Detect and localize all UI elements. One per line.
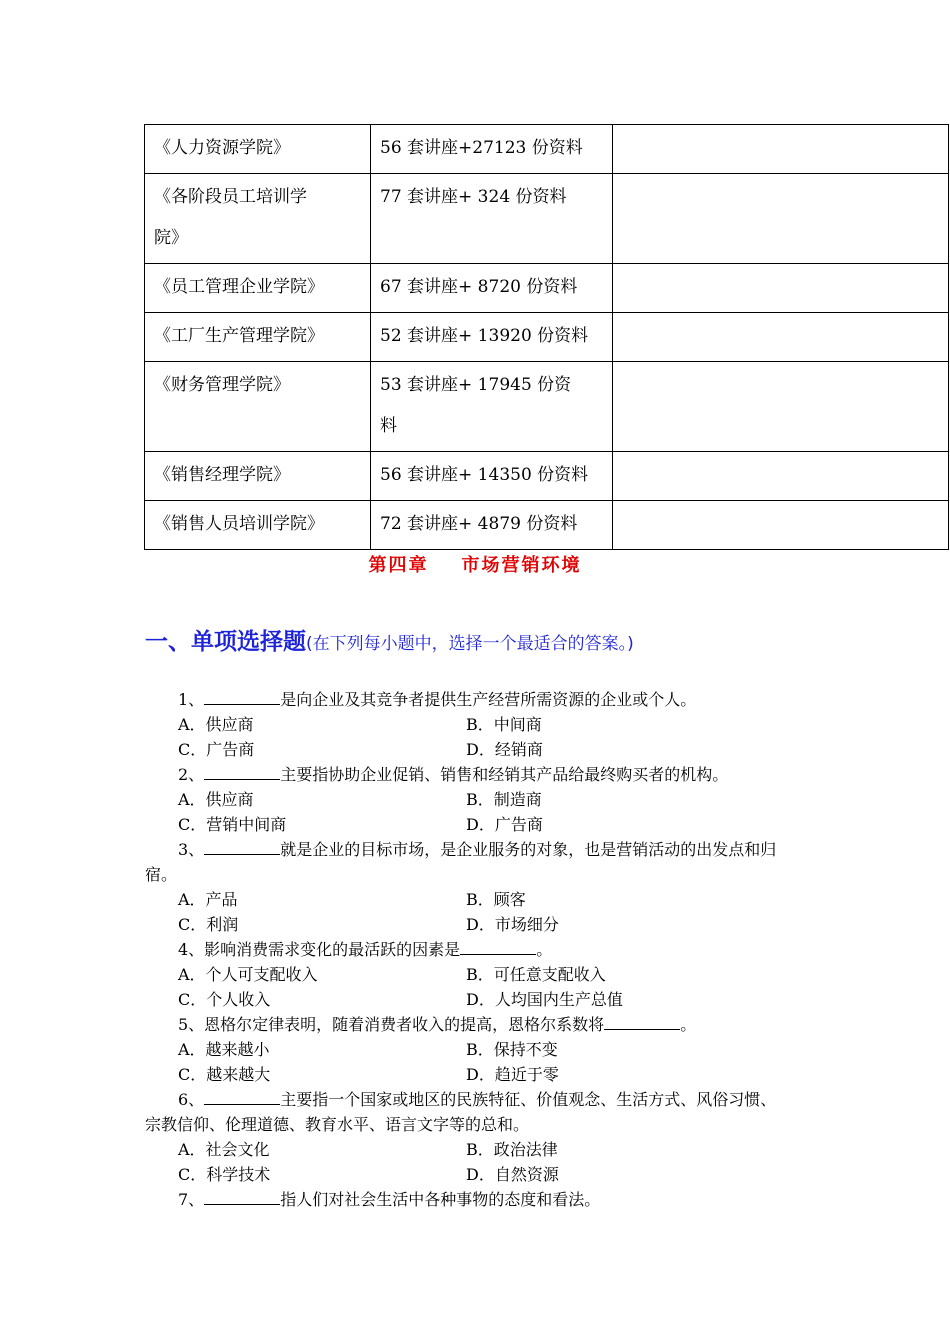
option-label: A．供应商 xyxy=(178,790,254,809)
empty-cell xyxy=(613,501,949,550)
question-stem xyxy=(145,762,810,787)
course-info-cell xyxy=(371,362,613,452)
option-label: D．人均国内生产总值 xyxy=(466,990,623,1009)
option-row xyxy=(145,962,810,987)
course-name-cell xyxy=(145,501,371,550)
option-label: C．越来越大 xyxy=(178,1065,271,1084)
option-label: C．个人收入 xyxy=(178,990,271,1009)
answer-blank xyxy=(204,1189,280,1205)
option-label: B．政治法律 xyxy=(466,1140,558,1159)
option-label: D．经销商 xyxy=(466,740,543,759)
question-stem xyxy=(145,937,810,962)
question-stem xyxy=(145,1087,810,1112)
cell-text: 《销售经理学院》 xyxy=(154,465,290,485)
option-label: D．自然资源 xyxy=(466,1165,559,1184)
empty-cell xyxy=(613,362,949,452)
cell-text: 《财务管理学院》 xyxy=(154,375,290,395)
cell-text: 53 套讲座+ 17945 份资 xyxy=(380,375,572,395)
cell-text: 《工厂生产管理学院》 xyxy=(154,326,324,346)
cell-text: 67 套讲座+ 8720 份资料 xyxy=(380,277,578,297)
question-text: 7、 xyxy=(178,1190,205,1209)
question-list xyxy=(145,687,810,1212)
question-text: 1、 xyxy=(178,690,205,709)
cell-text: 56 套讲座+27123 份资料 xyxy=(380,138,583,158)
option-row xyxy=(145,1137,810,1162)
course-table-container xyxy=(144,124,949,550)
option-row xyxy=(145,1062,810,1087)
section-note: (在下列每小题中，选择一个最适合的答案。) xyxy=(306,634,634,654)
section-title: 一、单项选择题 xyxy=(145,629,306,655)
empty-cell xyxy=(613,264,949,313)
option-row xyxy=(145,737,810,762)
option-row xyxy=(145,1037,810,1062)
table-row xyxy=(145,264,949,313)
cell-text: 《人力资源学院》 xyxy=(154,138,290,158)
answer-blank xyxy=(204,764,280,780)
option-row xyxy=(145,987,810,1012)
cell-text: 56 套讲座+ 14350 份资料 xyxy=(380,465,589,485)
cell-text: 77 套讲座+ 324 份资料 xyxy=(380,187,567,207)
question-text: 。 xyxy=(680,1015,697,1034)
question-stem xyxy=(145,837,810,862)
empty-cell xyxy=(613,452,949,501)
option-label: D．趋近于零 xyxy=(466,1065,559,1084)
cell-text: 72 套讲座+ 4879 份资料 xyxy=(380,514,578,534)
question-continuation: 宗教信仰、伦理道德、教育水平、语言文字等的总和。 xyxy=(145,1115,530,1134)
section-heading xyxy=(145,623,634,656)
table-row xyxy=(145,501,949,550)
course-name-cell xyxy=(145,264,371,313)
answer-blank xyxy=(204,689,280,705)
question-stem xyxy=(145,1187,810,1212)
option-label: C．营销中间商 xyxy=(178,815,287,834)
option-row xyxy=(145,787,810,812)
option-label: B．顾客 xyxy=(466,890,526,909)
table-row xyxy=(145,125,949,174)
chapter-title: 第四章 市场营销环境 xyxy=(368,555,582,576)
empty-cell xyxy=(613,125,949,174)
question-text: 是向企业及其竞争者提供生产经营所需资源的企业或个人。 xyxy=(280,690,697,709)
question-continuation: 宿。 xyxy=(145,865,178,884)
question-text: 5、恩格尔定律表明，随着消费者收入的提高，恩格尔系数将 xyxy=(178,1015,605,1034)
option-label: A．产品 xyxy=(178,890,238,909)
course-info-cell xyxy=(371,501,613,550)
option-label: A．供应商 xyxy=(178,715,254,734)
option-row xyxy=(145,1162,810,1187)
empty-cell xyxy=(613,174,949,264)
option-label: D．广告商 xyxy=(466,815,543,834)
question-text: 6、 xyxy=(178,1090,205,1109)
question-text: 4、影响消费需求变化的最活跃的因素是 xyxy=(178,940,461,959)
question-stem xyxy=(145,1012,810,1037)
option-row xyxy=(145,912,810,937)
cell-text: 《各阶段员工培训学 xyxy=(154,187,307,207)
course-info-cell xyxy=(371,264,613,313)
answer-blank xyxy=(204,839,280,855)
course-name-cell xyxy=(145,174,371,264)
cell-text: 52 套讲座+ 13920 份资料 xyxy=(380,326,589,346)
option-label: D．市场细分 xyxy=(466,915,559,934)
course-info-cell xyxy=(371,174,613,264)
option-label: B．保持不变 xyxy=(466,1040,558,1059)
option-row xyxy=(145,812,810,837)
question-text: 主要指一个国家或地区的民族特征、价值观念、生活方式、风俗习惯、 xyxy=(280,1090,777,1109)
table-row xyxy=(145,452,949,501)
course-info-cell xyxy=(371,125,613,174)
option-label: B．可任意支配收入 xyxy=(466,965,606,984)
course-table xyxy=(144,124,949,550)
cell-text: 院》 xyxy=(154,228,188,248)
question-text: 指人们对社会生活中各种事物的态度和看法。 xyxy=(280,1190,601,1209)
course-name-cell xyxy=(145,362,371,452)
table-row xyxy=(145,313,949,362)
table-row xyxy=(145,174,949,264)
course-name-cell xyxy=(145,452,371,501)
course-info-cell xyxy=(371,313,613,362)
option-label: B．中间商 xyxy=(466,715,542,734)
cell-text: 《销售人员培训学院》 xyxy=(154,514,324,534)
option-row xyxy=(145,887,810,912)
empty-cell xyxy=(613,313,949,362)
question-text: 就是企业的目标市场，是企业服务的对象，也是营销活动的出发点和归 xyxy=(280,840,777,859)
question-stem xyxy=(145,687,810,712)
option-label: C．利润 xyxy=(178,915,239,934)
question-text: 3、 xyxy=(178,840,205,859)
option-row xyxy=(145,712,810,737)
option-label: A．个人可支配收入 xyxy=(178,965,318,984)
option-label: C．科学技术 xyxy=(178,1165,271,1184)
answer-blank xyxy=(604,1014,680,1030)
option-label: A．越来越小 xyxy=(178,1040,270,1059)
table-row xyxy=(145,362,949,452)
cell-text: 《员工管理企业学院》 xyxy=(154,277,324,297)
course-info-cell xyxy=(371,452,613,501)
course-name-cell xyxy=(145,313,371,362)
question-text: 主要指协助企业促销、销售和经销其产品给最终购买者的机构。 xyxy=(280,765,729,784)
question-text: 。 xyxy=(536,940,553,959)
option-label: C．广告商 xyxy=(178,740,255,759)
answer-blank xyxy=(204,1089,280,1105)
course-name-cell xyxy=(145,125,371,174)
option-label: A．社会文化 xyxy=(178,1140,270,1159)
option-label: B．制造商 xyxy=(466,790,542,809)
cell-text: 料 xyxy=(380,416,397,436)
question-text: 2、 xyxy=(178,765,205,784)
answer-blank xyxy=(460,939,536,955)
